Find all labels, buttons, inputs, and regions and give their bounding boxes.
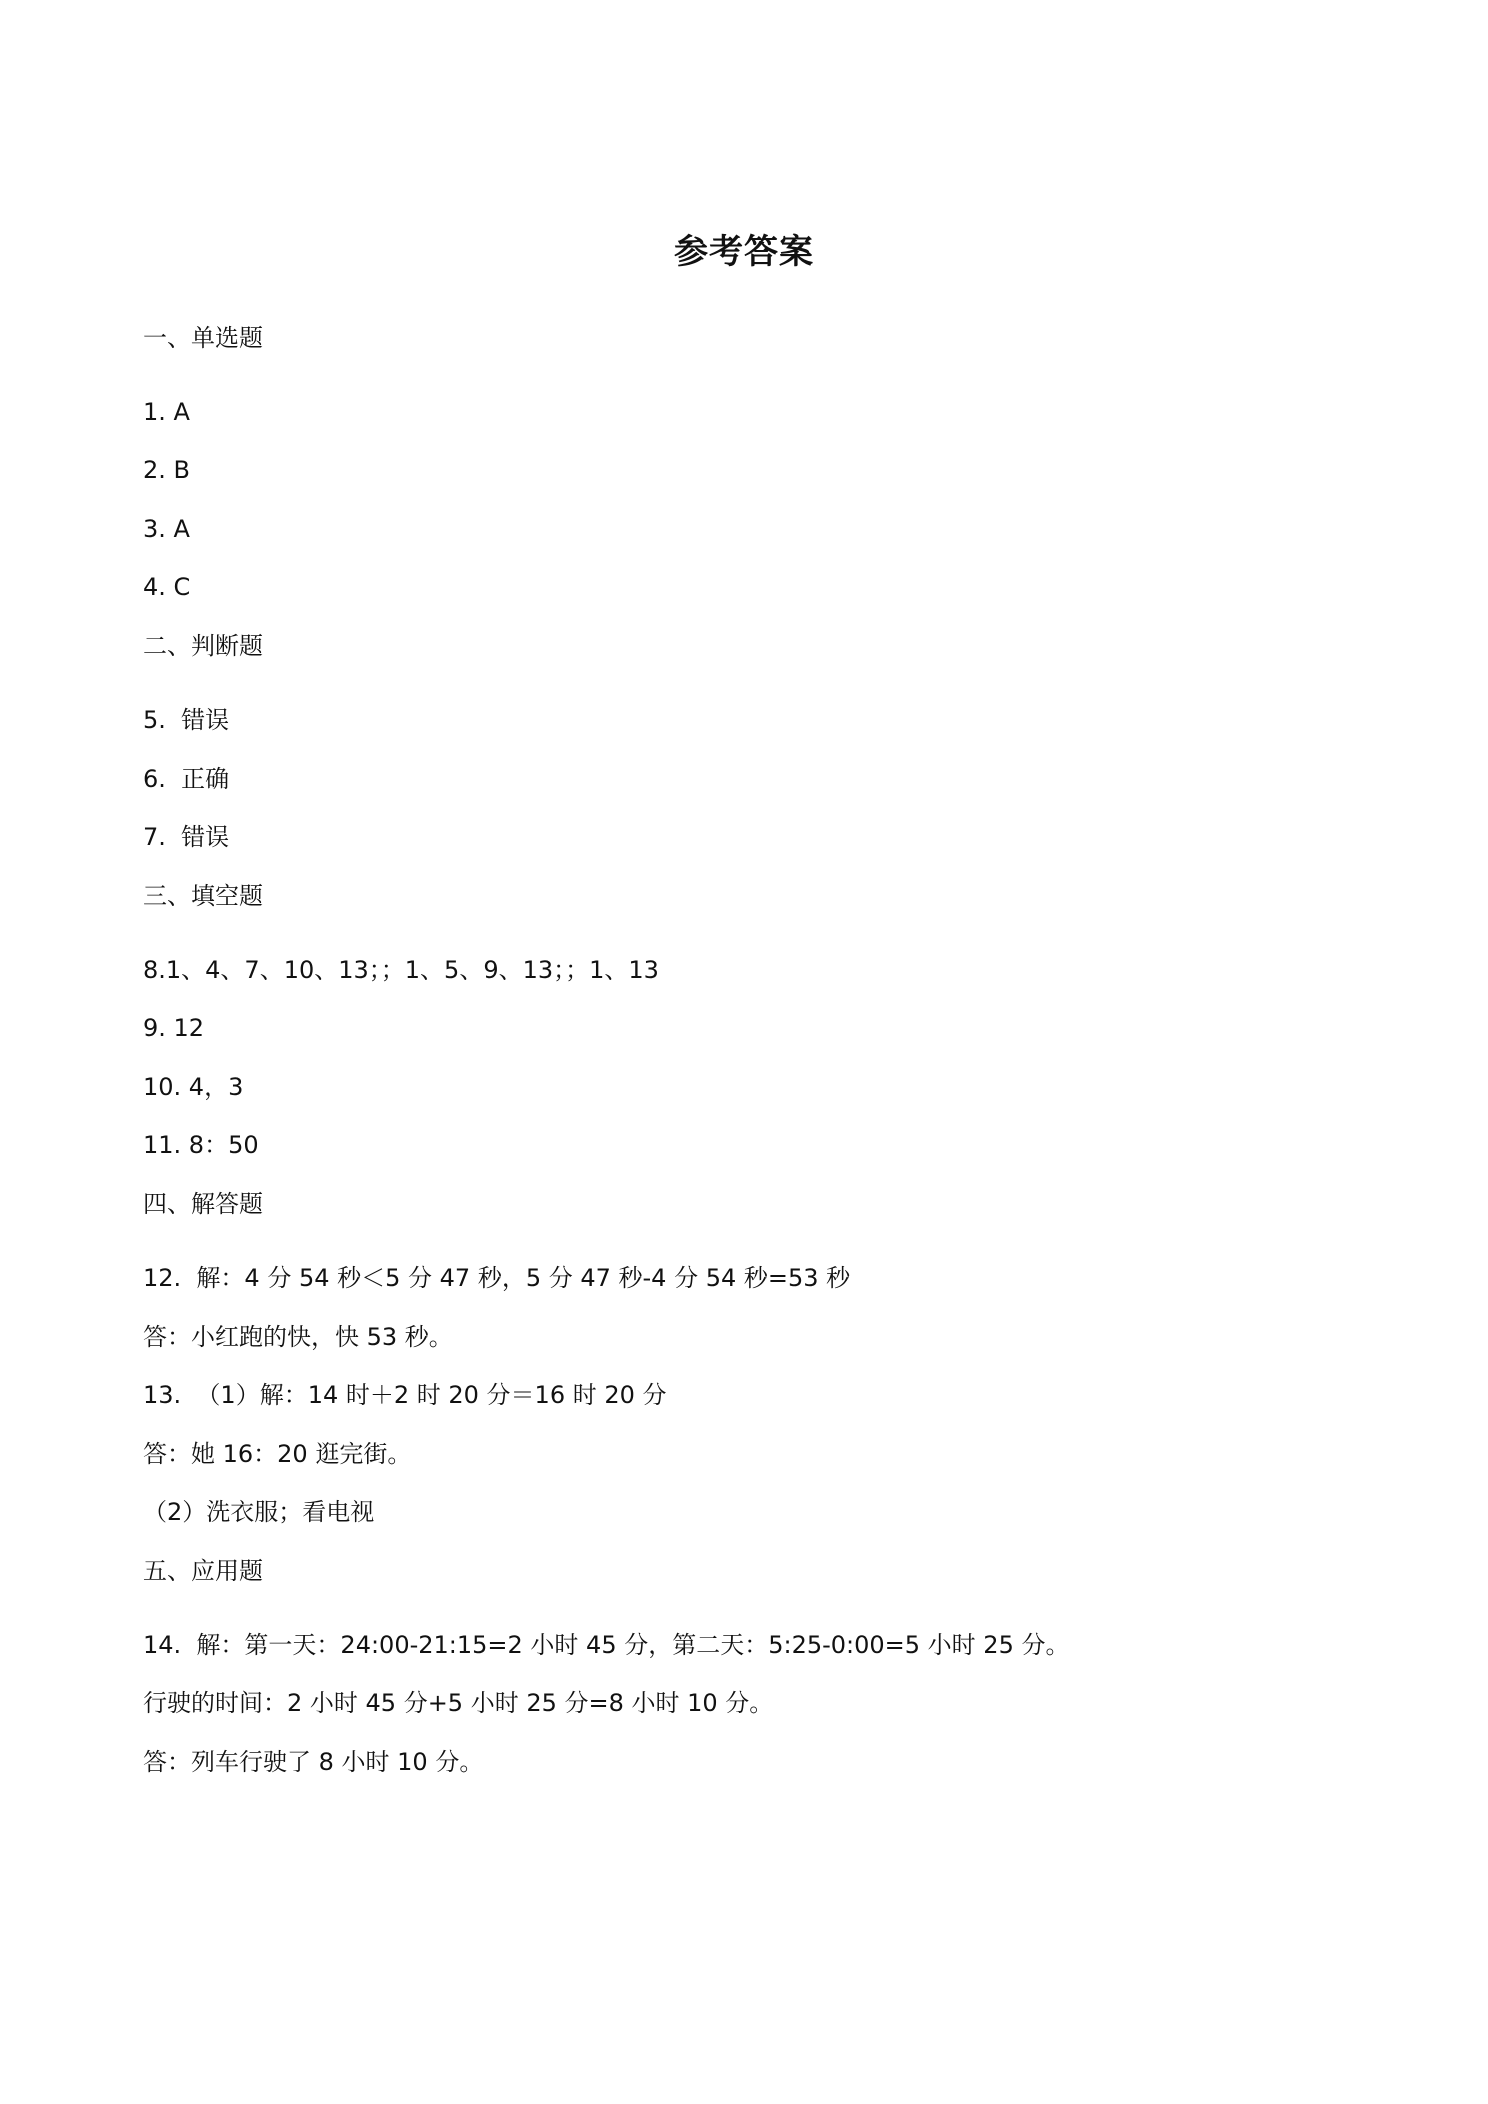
page-title: 参考答案 [674, 232, 814, 272]
section-heading: 一、单选题 [143, 324, 263, 352]
answer-line: 5. 错误 [143, 706, 230, 734]
answer-line: 3. A [143, 515, 190, 543]
section-heading: 三、填空题 [143, 882, 263, 910]
answer-line: 13. （1）解：14 时＋2 时 20 分＝16 时 20 分 [143, 1381, 667, 1409]
answer-line: 答：列车行驶了 8 小时 10 分。 [143, 1748, 484, 1776]
section-heading: 五、应用题 [143, 1557, 263, 1585]
answer-line: 14. 解：第一天：24:00-21:15=2 小时 45 分，第二天：5:25-0:00=5 小时 25 分。 [143, 1631, 1070, 1659]
answer-line: 6. 正确 [143, 765, 230, 793]
answer-line: 4. C [143, 573, 191, 601]
answer-line: 9. 12 [143, 1014, 205, 1042]
answer-line: 7. 错误 [143, 823, 230, 851]
answer-line: 8.1、4、7、10、13；；1、5、9、13；；1、13 [143, 956, 659, 984]
answer-line: 10. 4，3 [143, 1073, 244, 1101]
answer-line: 1. A [143, 398, 190, 426]
answer-line: 答：小红跑的快，快 53 秒。 [143, 1323, 453, 1351]
answer-line: 行驶的时间：2 小时 45 分+5 小时 25 分=8 小时 10 分。 [143, 1689, 774, 1717]
answer-line: （2）洗衣服；看电视 [143, 1498, 375, 1526]
section-heading: 四、解答题 [143, 1190, 263, 1218]
section-heading: 二、判断题 [143, 632, 263, 660]
answer-line: 11. 8：50 [143, 1131, 259, 1159]
answer-line: 12. 解：4 分 54 秒＜5 分 47 秒，5 分 47 秒-4 分 54 秒=53 秒 [143, 1264, 851, 1292]
answer-line: 2. B [143, 456, 190, 484]
answer-line: 答：她 16：20 逛完街。 [143, 1440, 412, 1468]
